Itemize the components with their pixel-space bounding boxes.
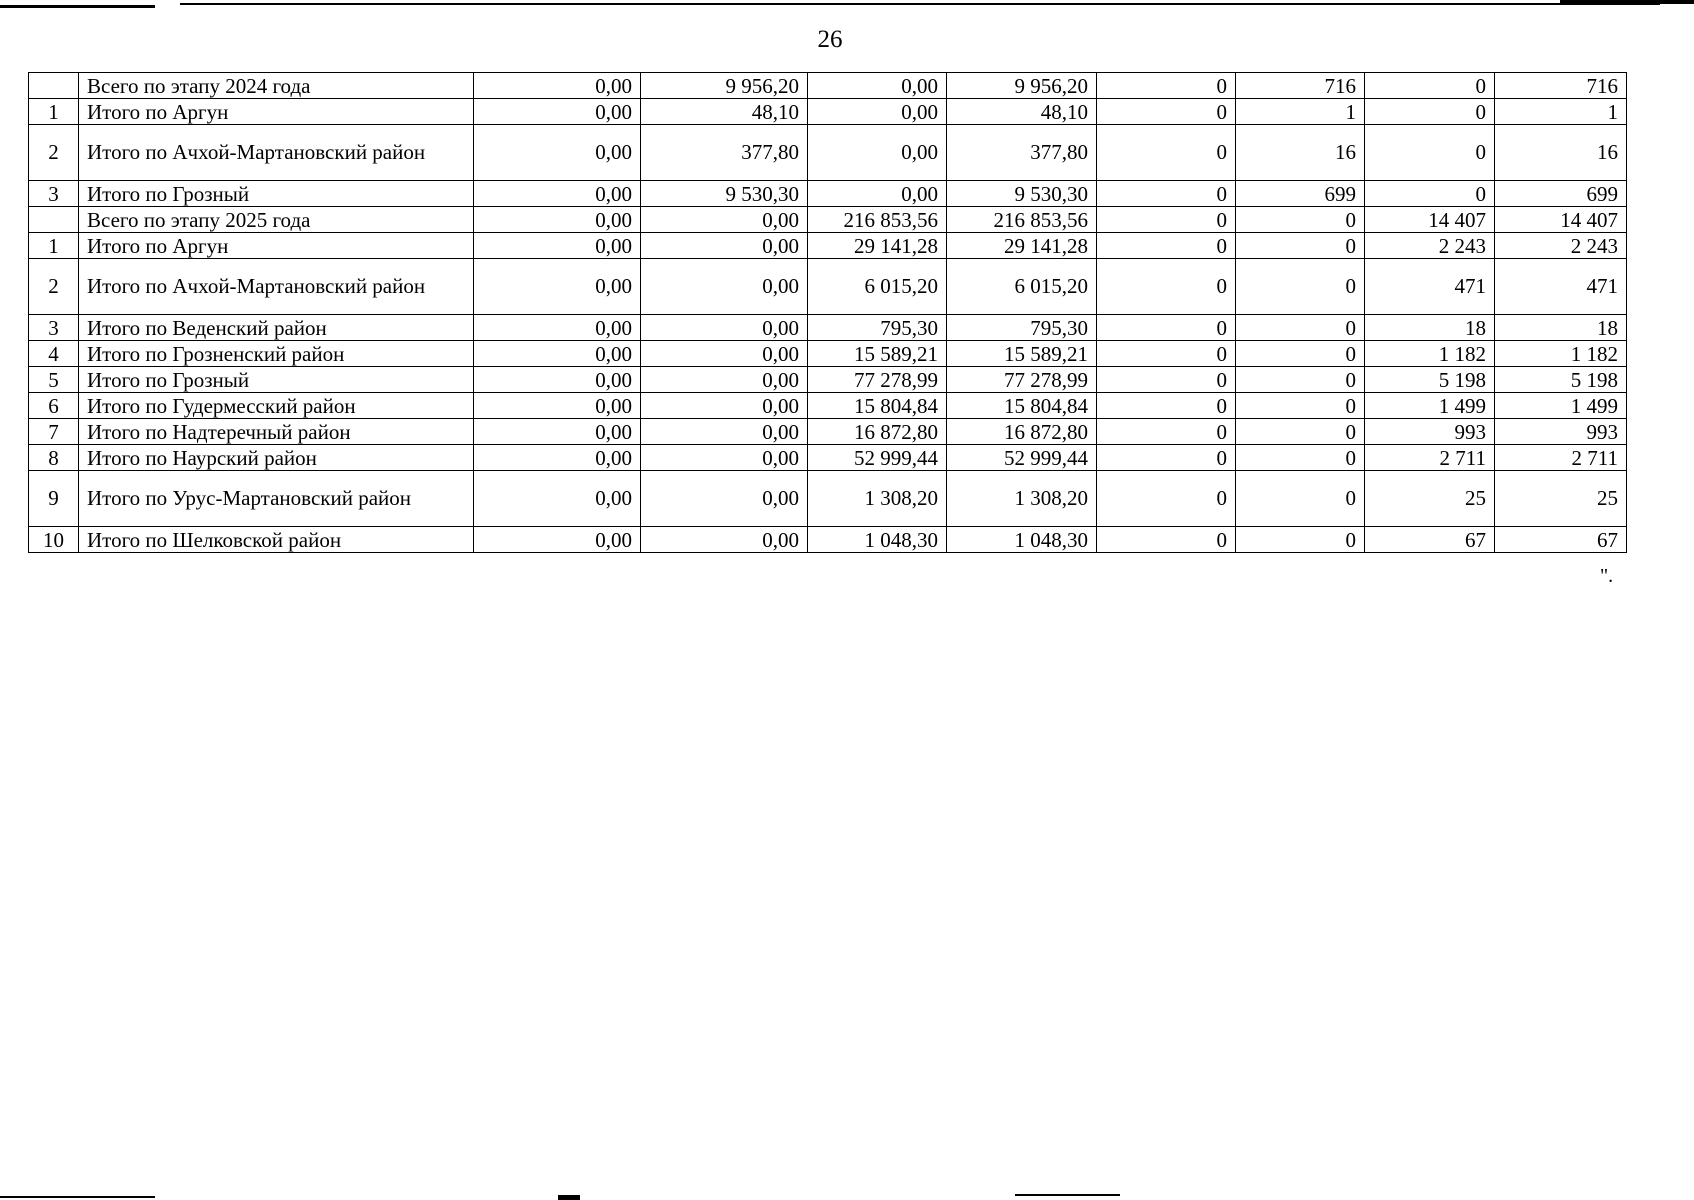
cell-value: 1 <box>1236 99 1365 125</box>
cell-value: 216 853,56 <box>808 207 947 233</box>
row-name: Итого по Грозный <box>79 367 474 393</box>
cell-value: 0 <box>1236 393 1365 419</box>
cell-value: 9 530,30 <box>641 181 808 207</box>
cell-value: 0 <box>1236 259 1365 315</box>
cell-value: 9 530,30 <box>947 181 1097 207</box>
cell-value: 6 015,20 <box>947 259 1097 315</box>
cell-value: 0 <box>1236 419 1365 445</box>
cell-value: 0,00 <box>641 471 808 527</box>
cell-value: 471 <box>1365 259 1495 315</box>
cell-value: 0 <box>1097 315 1236 341</box>
cell-value: 0,00 <box>474 367 641 393</box>
cell-value: 0,00 <box>641 393 808 419</box>
cell-value: 77 278,99 <box>808 367 947 393</box>
cell-value: 0,00 <box>641 419 808 445</box>
cell-value: 48,10 <box>641 99 808 125</box>
table-row <box>29 99 1627 125</box>
cell-value: 0,00 <box>808 73 947 99</box>
row-number: 7 <box>29 419 79 445</box>
cell-value: 0,00 <box>641 315 808 341</box>
row-name: Итого по Аргун <box>79 233 474 259</box>
cell-value: 15 589,21 <box>947 341 1097 367</box>
cell-value: 377,80 <box>947 125 1097 181</box>
cell-value: 993 <box>1365 419 1495 445</box>
cell-value: 0 <box>1097 419 1236 445</box>
cell-value: 0 <box>1097 471 1236 527</box>
row-name: Итого по Гудермесский район <box>79 393 474 419</box>
cell-value: 2 711 <box>1495 445 1627 471</box>
cell-value: 1 048,30 <box>808 527 947 553</box>
cell-value: 1 308,20 <box>808 471 947 527</box>
cell-value: 0,00 <box>641 233 808 259</box>
cell-value: 0,00 <box>808 181 947 207</box>
row-number: 6 <box>29 393 79 419</box>
cell-value: 16 <box>1495 125 1627 181</box>
cell-value: 0,00 <box>474 207 641 233</box>
row-number: 2 <box>29 125 79 181</box>
cell-value: 0,00 <box>474 181 641 207</box>
cell-value: 993 <box>1495 419 1627 445</box>
cell-value: 9 956,20 <box>947 73 1097 99</box>
cell-value: 52 999,44 <box>947 445 1097 471</box>
cell-value: 0,00 <box>474 125 641 181</box>
cell-value: 0,00 <box>474 73 641 99</box>
cell-value: 471 <box>1495 259 1627 315</box>
cell-value: 9 956,20 <box>641 73 808 99</box>
cell-value: 5 198 <box>1365 367 1495 393</box>
row-name: Всего по этапу 2025 года <box>79 207 474 233</box>
cell-value: 0 <box>1236 341 1365 367</box>
cell-value: 0,00 <box>474 419 641 445</box>
cell-value: 795,30 <box>808 315 947 341</box>
page-number: 26 <box>817 26 843 53</box>
cell-value: 0 <box>1236 233 1365 259</box>
cell-value: 14 407 <box>1495 207 1627 233</box>
cell-value: 29 141,28 <box>808 233 947 259</box>
scan-border-top-left <box>0 5 155 8</box>
cell-value: 0,00 <box>474 259 641 315</box>
cell-value: 0 <box>1097 259 1236 315</box>
cell-value: 0,00 <box>474 393 641 419</box>
cell-value: 1 499 <box>1495 393 1627 419</box>
scan-border-top <box>180 3 1660 5</box>
cell-value: 25 <box>1365 471 1495 527</box>
row-number: 1 <box>29 233 79 259</box>
cell-value: 0,00 <box>474 341 641 367</box>
row-name: Итого по Аргун <box>79 99 474 125</box>
cell-value: 2 243 <box>1365 233 1495 259</box>
cell-value: 699 <box>1495 181 1627 207</box>
table-row <box>29 125 1627 181</box>
cell-value: 1 499 <box>1365 393 1495 419</box>
cell-value: 1 308,20 <box>947 471 1097 527</box>
cell-value: 16 <box>1236 125 1365 181</box>
row-number: 2 <box>29 259 79 315</box>
cell-value: 0,00 <box>474 315 641 341</box>
cell-value: 0,00 <box>808 125 947 181</box>
cell-value: 0 <box>1236 471 1365 527</box>
cell-value: 0 <box>1236 367 1365 393</box>
cell-value: 0,00 <box>641 445 808 471</box>
cell-value: 18 <box>1365 315 1495 341</box>
scan-border-bottom-left <box>0 1196 155 1198</box>
row-number <box>29 207 79 233</box>
cell-value: 18 <box>1495 315 1627 341</box>
cell-value: 0,00 <box>474 233 641 259</box>
row-name: Итого по Наурский район <box>79 445 474 471</box>
cell-value: 15 804,84 <box>808 393 947 419</box>
table-row <box>29 259 1627 315</box>
cell-value: 67 <box>1495 527 1627 553</box>
cell-value: 1 048,30 <box>947 527 1097 553</box>
table-row <box>29 233 1627 259</box>
row-number: 10 <box>29 527 79 553</box>
row-name: Итого по Ачхой-Мартановский район <box>79 125 474 181</box>
cell-value: 15 589,21 <box>808 341 947 367</box>
cell-value: 0 <box>1236 445 1365 471</box>
row-name: Итого по Ачхой-Мартановский район <box>79 259 474 315</box>
cell-value: 0 <box>1097 445 1236 471</box>
row-name: Итого по Надтеречный район <box>79 419 474 445</box>
table-row <box>29 207 1627 233</box>
table-row <box>29 393 1627 419</box>
cell-value: 29 141,28 <box>947 233 1097 259</box>
row-number: 9 <box>29 471 79 527</box>
table-row <box>29 445 1627 471</box>
row-name: Итого по Грозненский район <box>79 341 474 367</box>
row-number: 4 <box>29 341 79 367</box>
table-row <box>29 419 1627 445</box>
cell-value: 0 <box>1236 207 1365 233</box>
cell-value: 1 <box>1495 99 1627 125</box>
cell-value: 0,00 <box>641 367 808 393</box>
cell-value: 0 <box>1097 99 1236 125</box>
table-row <box>29 315 1627 341</box>
cell-value: 0,00 <box>641 341 808 367</box>
row-number: 3 <box>29 315 79 341</box>
cell-value: 0 <box>1097 207 1236 233</box>
cell-value: 0 <box>1365 125 1495 181</box>
cell-value: 716 <box>1236 73 1365 99</box>
row-number: 1 <box>29 99 79 125</box>
cell-value: 1 182 <box>1365 341 1495 367</box>
table-row <box>29 527 1627 553</box>
cell-value: 0 <box>1097 181 1236 207</box>
table-row <box>29 341 1627 367</box>
row-number: 3 <box>29 181 79 207</box>
cell-value: 1 182 <box>1495 341 1627 367</box>
cell-value: 0 <box>1097 367 1236 393</box>
cell-value: 0,00 <box>641 527 808 553</box>
scan-border-top-right <box>1560 0 1694 4</box>
row-name: Итого по Грозный <box>79 181 474 207</box>
cell-value: 0,00 <box>808 99 947 125</box>
row-name: Всего по этапу 2024 года <box>79 73 474 99</box>
cell-value: 795,30 <box>947 315 1097 341</box>
cell-value: 0,00 <box>474 445 641 471</box>
cell-value: 0 <box>1365 73 1495 99</box>
cell-value: 377,80 <box>641 125 808 181</box>
cell-value: 67 <box>1365 527 1495 553</box>
cell-value: 16 872,80 <box>808 419 947 445</box>
cell-value: 48,10 <box>947 99 1097 125</box>
row-name: Итого по Веденский район <box>79 315 474 341</box>
cell-value: 216 853,56 <box>947 207 1097 233</box>
cell-value: 16 872,80 <box>947 419 1097 445</box>
cell-value: 0 <box>1097 125 1236 181</box>
cell-value: 2 243 <box>1495 233 1627 259</box>
cell-value: 6 015,20 <box>808 259 947 315</box>
cell-value: 15 804,84 <box>947 393 1097 419</box>
scan-border-bottom-right <box>1015 1194 1120 1196</box>
cell-value: 0,00 <box>474 527 641 553</box>
cell-value: 0 <box>1097 393 1236 419</box>
cell-value: 716 <box>1495 73 1627 99</box>
cell-value: 5 198 <box>1495 367 1627 393</box>
table-row <box>29 181 1627 207</box>
cell-value: 0,00 <box>641 259 808 315</box>
scan-border-bottom-mark <box>558 1195 580 1200</box>
table-row <box>29 73 1627 99</box>
row-number <box>29 73 79 99</box>
cell-value: 0 <box>1365 99 1495 125</box>
cell-value: 0 <box>1097 73 1236 99</box>
row-number: 8 <box>29 445 79 471</box>
cell-value: 0 <box>1365 181 1495 207</box>
row-name: Итого по Урус-Мартановский район <box>79 471 474 527</box>
cell-value: 14 407 <box>1365 207 1495 233</box>
row-number: 5 <box>29 367 79 393</box>
cell-value: 0,00 <box>474 471 641 527</box>
cell-value: 52 999,44 <box>808 445 947 471</box>
cell-value: 0,00 <box>474 99 641 125</box>
cell-value: 0,00 <box>641 207 808 233</box>
cell-value: 25 <box>1495 471 1627 527</box>
cell-value: 2 711 <box>1365 445 1495 471</box>
cell-value: 0 <box>1236 315 1365 341</box>
cell-value: 0 <box>1097 233 1236 259</box>
cell-value: 0 <box>1097 341 1236 367</box>
closing-quote-mark: ". <box>1600 565 1614 587</box>
cell-value: 699 <box>1236 181 1365 207</box>
cell-value: 0 <box>1097 527 1236 553</box>
data-table <box>28 72 1627 553</box>
table-row <box>29 367 1627 393</box>
cell-value: 77 278,99 <box>947 367 1097 393</box>
row-name: Итого по Шелковской район <box>79 527 474 553</box>
table-row <box>29 471 1627 527</box>
cell-value: 0 <box>1236 527 1365 553</box>
